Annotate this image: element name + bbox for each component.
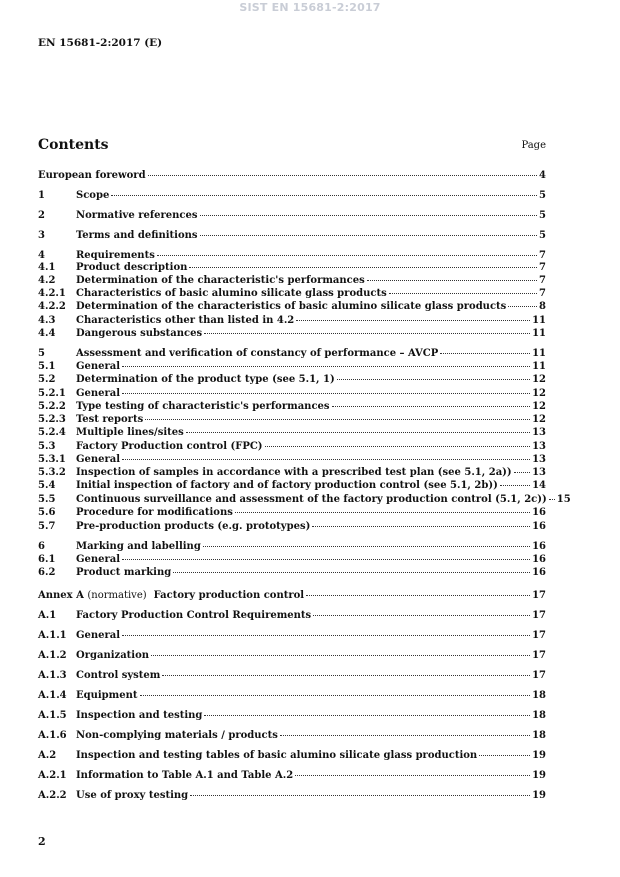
toc-leader-dots bbox=[295, 775, 530, 776]
toc-entry-page: 8 bbox=[539, 301, 546, 312]
toc-entry-title: General bbox=[76, 554, 121, 565]
toc-entry[interactable] bbox=[38, 567, 546, 580]
toc-entry-page: 17 bbox=[532, 670, 546, 681]
toc-entry[interactable] bbox=[38, 790, 546, 803]
toc-leader-dots bbox=[162, 675, 530, 676]
toc-entry-number: 5.6 bbox=[38, 507, 56, 518]
toc-entry-title: Inspection and testing bbox=[76, 710, 203, 721]
toc-leader-dots bbox=[389, 293, 537, 294]
toc-entry-number: 5.2.1 bbox=[38, 388, 66, 399]
toc-entry-number: 4.2.1 bbox=[38, 288, 66, 299]
toc-leader-dots bbox=[122, 635, 530, 636]
toc-entry-title: Determination of the product type (see 5.1, 1) bbox=[76, 374, 335, 385]
watermark: SIST EN 15681-2:2017 bbox=[239, 1, 381, 14]
toc-entry-title: Characteristics of basic alumino silicate glass products bbox=[76, 288, 387, 299]
toc-entry-number: 4.2 bbox=[38, 275, 56, 286]
toc-entry-page: 7 bbox=[539, 275, 546, 286]
toc-entry-title: Requirements bbox=[76, 250, 155, 261]
toc-entry[interactable] bbox=[38, 401, 546, 414]
toc-entry-page: 16 bbox=[532, 507, 546, 518]
toc-entry-title: General bbox=[76, 388, 121, 399]
toc-entry-page: 16 bbox=[532, 567, 546, 578]
toc-entry-number: 1 bbox=[38, 190, 45, 201]
toc-leader-dots bbox=[122, 459, 530, 460]
toc-entry-title: Scope bbox=[76, 190, 110, 201]
toc-leader-dots bbox=[204, 715, 530, 716]
toc-leader-dots bbox=[189, 267, 537, 268]
toc-entry-page: 11 bbox=[532, 315, 546, 326]
toc-leader-dots bbox=[190, 795, 530, 796]
toc-leader-dots bbox=[549, 499, 555, 500]
toc-entry[interactable] bbox=[38, 690, 546, 703]
toc-leader-dots bbox=[235, 512, 530, 513]
toc-entry-note: (normative) bbox=[87, 590, 147, 601]
toc-leader-dots bbox=[140, 695, 531, 696]
toc-entry-number: 4.1 bbox=[38, 262, 56, 273]
toc-entry-title: Product marking bbox=[76, 567, 172, 578]
toc-entry[interactable] bbox=[38, 467, 546, 480]
toc-leader-dots bbox=[151, 655, 530, 656]
toc-entry-title: Type testing of characteristic's performances bbox=[76, 401, 330, 412]
toc-entry-number: 4 bbox=[38, 250, 45, 261]
toc-leader-dots bbox=[440, 353, 530, 354]
toc-entry-title: Factory Production control (FPC) bbox=[76, 441, 263, 452]
toc-entry-number: A.2.2 bbox=[38, 790, 67, 801]
toc-entry-page: 5 bbox=[539, 210, 546, 221]
toc-entry-title: Non-complying materials / products bbox=[76, 730, 278, 741]
toc-entry[interactable] bbox=[38, 388, 546, 401]
toc-entry-page: 14 bbox=[532, 480, 546, 491]
toc-entry[interactable] bbox=[38, 750, 546, 763]
toc-entry[interactable] bbox=[38, 480, 546, 493]
toc-entry-page: 12 bbox=[532, 414, 546, 425]
toc-entry-number: 4.2.2 bbox=[38, 301, 66, 312]
toc-entry-title: Inspection and testing tables of basic alumino silicate glass production bbox=[76, 750, 478, 761]
toc-leader-dots bbox=[186, 432, 530, 433]
toc-entry[interactable] bbox=[38, 554, 546, 567]
toc-entry-number: A.1.5 bbox=[38, 710, 67, 721]
toc-entry-title: Use of proxy testing bbox=[76, 790, 189, 801]
toc-entry-title: European foreword bbox=[38, 170, 146, 181]
toc-entry-page: 16 bbox=[532, 521, 546, 532]
toc-entry[interactable] bbox=[38, 494, 571, 507]
toc-entry-title: Normative references bbox=[76, 210, 198, 221]
toc-entry-page: 19 bbox=[532, 770, 546, 781]
toc-entry-number: 4.4 bbox=[38, 328, 56, 339]
toc-entry-page: 13 bbox=[532, 467, 546, 478]
toc-leader-dots bbox=[200, 235, 538, 236]
toc-entry-page: 11 bbox=[532, 328, 546, 339]
toc-entry-page: 17 bbox=[532, 590, 546, 601]
toc-entry[interactable] bbox=[38, 770, 546, 783]
toc-leader-dots bbox=[122, 393, 530, 394]
toc-entry-title: Pre-production products (e.g. prototypes) bbox=[76, 521, 311, 532]
toc-entry[interactable] bbox=[38, 610, 546, 623]
toc-entry-page: 12 bbox=[532, 388, 546, 399]
toc-entry[interactable] bbox=[38, 730, 546, 743]
toc-entry-title: Product description bbox=[76, 262, 188, 273]
toc-entry-number: 2 bbox=[38, 210, 45, 221]
toc-entry-page: 13 bbox=[532, 427, 546, 438]
contents-heading: Contents bbox=[38, 137, 109, 153]
toc-leader-dots bbox=[500, 485, 530, 486]
toc-entry-number: 5.5 bbox=[38, 494, 56, 505]
toc-entry[interactable] bbox=[38, 414, 546, 427]
toc-entry[interactable] bbox=[38, 541, 546, 554]
toc-entry[interactable] bbox=[38, 670, 546, 683]
page-number: 2 bbox=[38, 835, 46, 848]
toc-entry-number: 5.2 bbox=[38, 374, 56, 385]
toc-leader-dots bbox=[337, 379, 530, 380]
toc-entry[interactable] bbox=[38, 454, 546, 467]
toc-entry-number: A.1.2 bbox=[38, 650, 67, 661]
toc-entry-title: Organization bbox=[76, 650, 150, 661]
toc-entry-page: 16 bbox=[532, 554, 546, 565]
page-column-label: Page bbox=[521, 140, 546, 151]
toc-entry-number: 5.4 bbox=[38, 480, 56, 491]
toc-entry-title: Control system bbox=[76, 670, 161, 681]
toc-entry-title: Multiple lines/sites bbox=[76, 427, 184, 438]
toc-entry-title-text: Factory production control bbox=[153, 590, 305, 601]
toc-entry-page: 13 bbox=[532, 441, 546, 452]
toc-entry[interactable] bbox=[38, 190, 546, 203]
toc-leader-dots bbox=[203, 546, 530, 547]
toc-entry-number: Annex A bbox=[38, 590, 84, 601]
toc-entry-page: 11 bbox=[532, 361, 546, 372]
toc-leader-dots bbox=[514, 472, 530, 473]
toc-entry-number: A.1.6 bbox=[38, 730, 67, 741]
toc-entry-number: 6 bbox=[38, 541, 45, 552]
toc-entry-title: General bbox=[76, 630, 121, 641]
toc-leader-dots bbox=[332, 406, 531, 407]
toc-entry-page: 7 bbox=[539, 250, 546, 261]
toc-entry[interactable] bbox=[38, 230, 546, 243]
toc-entry-number: 4.3 bbox=[38, 315, 56, 326]
document-id: EN 15681-2:2017 (E) bbox=[38, 37, 163, 49]
toc-entry-title: Marking and labelling bbox=[76, 541, 201, 552]
toc-entry[interactable] bbox=[38, 288, 546, 301]
toc-entry-title: General bbox=[76, 454, 121, 465]
toc-entry-title: Terms and definitions bbox=[76, 230, 198, 241]
toc-leader-dots bbox=[200, 215, 538, 216]
toc-entry-number: 3 bbox=[38, 230, 45, 241]
toc-entry[interactable] bbox=[38, 590, 546, 603]
toc-entry-number: 5.2.2 bbox=[38, 401, 66, 412]
toc-entry-title: Equipment bbox=[76, 690, 138, 701]
toc-leader-dots bbox=[280, 735, 530, 736]
toc-entry[interactable] bbox=[38, 374, 546, 387]
toc-entry[interactable] bbox=[38, 441, 546, 454]
toc-entry-page: 13 bbox=[532, 454, 546, 465]
toc-entry-title: Procedure for modifications bbox=[76, 507, 233, 518]
toc-entry-page: 18 bbox=[532, 710, 546, 721]
toc-entry-title: Characteristics other than listed in 4.2 bbox=[76, 315, 295, 326]
toc-entry-page: 7 bbox=[539, 288, 546, 299]
toc-entry-number: A.2.1 bbox=[38, 770, 67, 781]
toc-entry-page: 17 bbox=[532, 650, 546, 661]
toc-leader-dots bbox=[148, 175, 537, 176]
toc-entry-number: 5.2.3 bbox=[38, 414, 66, 425]
toc-leader-dots bbox=[508, 306, 537, 307]
toc-entry-title: Dangerous substances bbox=[76, 328, 203, 339]
toc-entry-title: Factory Production Control Requirements bbox=[76, 610, 312, 621]
toc-entry[interactable] bbox=[38, 630, 546, 643]
toc-entry-number: A.1 bbox=[38, 610, 57, 621]
toc-entry[interactable] bbox=[38, 275, 546, 288]
toc-entry-title: Continuous surveillance and assessment of the factory production control (5.1, 2c)) bbox=[76, 494, 547, 505]
toc-entry-number: A.2 bbox=[38, 750, 57, 761]
toc-entry[interactable] bbox=[38, 210, 546, 223]
toc-entry-title: Information to Table A.1 and Table A.2 bbox=[76, 770, 294, 781]
toc-entry-title: Initial inspection of factory and of factory production control (see 5.1, 2b)) bbox=[76, 480, 498, 491]
toc-entry[interactable] bbox=[38, 262, 546, 275]
toc-leader-dots bbox=[122, 366, 530, 367]
toc-entry-number: 5.7 bbox=[38, 521, 56, 532]
toc-leader-dots bbox=[265, 446, 531, 447]
toc-entry-number: 5.1 bbox=[38, 361, 56, 372]
toc-entry-page: 7 bbox=[539, 262, 546, 273]
toc-entry-page: 19 bbox=[532, 750, 546, 761]
toc-entry[interactable] bbox=[38, 361, 546, 374]
toc-leader-dots bbox=[367, 280, 537, 281]
toc-entry-title: General bbox=[76, 361, 121, 372]
toc-entry-number: 5.3.2 bbox=[38, 467, 66, 478]
toc-entry[interactable] bbox=[38, 507, 546, 520]
toc-entry-number: A.1.1 bbox=[38, 630, 67, 641]
toc-leader-dots bbox=[312, 526, 530, 527]
toc-leader-dots bbox=[313, 615, 530, 616]
toc-entry-page: 16 bbox=[532, 541, 546, 552]
toc-entry-page: 12 bbox=[532, 401, 546, 412]
toc-leader-dots bbox=[145, 419, 530, 420]
toc-leader-dots bbox=[173, 572, 530, 573]
toc-entry-page: 17 bbox=[532, 630, 546, 641]
toc-entry-page: 19 bbox=[532, 790, 546, 801]
toc-entry[interactable] bbox=[38, 521, 546, 534]
toc-entry-page: 5 bbox=[539, 190, 546, 201]
toc-entry-page: 11 bbox=[532, 348, 546, 359]
toc-entry[interactable] bbox=[38, 348, 546, 361]
toc-entry-number: 5.2.4 bbox=[38, 427, 66, 438]
toc-entry-page: 18 bbox=[532, 730, 546, 741]
toc-leader-dots bbox=[296, 320, 530, 321]
toc-entry[interactable] bbox=[38, 427, 546, 440]
toc-entry-number: 5.3.1 bbox=[38, 454, 66, 465]
toc-entry-title: Inspection of samples in accordance with a prescribed test plan (see 5.1, 2a)) bbox=[76, 467, 512, 478]
toc-entry-page: 17 bbox=[532, 610, 546, 621]
toc-entry[interactable] bbox=[38, 328, 546, 341]
toc-entry-page: 18 bbox=[532, 690, 546, 701]
toc-entry-number: 5 bbox=[38, 348, 45, 359]
toc-entry-title: Determination of the characteristics of basic alumino silicate glass products bbox=[76, 301, 507, 312]
toc-entry-number: A.1.3 bbox=[38, 670, 67, 681]
toc-entry-number: 6.1 bbox=[38, 554, 56, 565]
toc-entry-page: 5 bbox=[539, 230, 546, 241]
toc-leader-dots bbox=[122, 559, 530, 560]
toc-entry[interactable] bbox=[38, 170, 546, 183]
toc-entry-page: 15 bbox=[556, 494, 571, 505]
toc-entry-page: 4 bbox=[539, 170, 546, 181]
toc-entry[interactable] bbox=[38, 650, 546, 663]
toc-leader-dots bbox=[204, 333, 530, 334]
toc-entry-title: Assessment and verification of constancy of performance – AVCP bbox=[76, 348, 439, 359]
toc-entry-title bbox=[38, 590, 304, 601]
toc-entry[interactable] bbox=[38, 301, 546, 314]
toc-entry-number: 5.3 bbox=[38, 441, 56, 452]
toc-leader-dots bbox=[111, 195, 537, 196]
toc-leader-dots bbox=[306, 595, 530, 596]
toc-entry[interactable] bbox=[38, 710, 546, 723]
toc-entry-page: 12 bbox=[532, 374, 546, 385]
toc-leader-dots bbox=[479, 755, 530, 756]
toc-entry-number: 6.2 bbox=[38, 567, 56, 578]
toc-entry-number: A.1.4 bbox=[38, 690, 67, 701]
toc-entry-title: Determination of the characteristic's performances bbox=[76, 275, 365, 286]
toc-entry-title: Test reports bbox=[76, 414, 144, 425]
toc-entry[interactable] bbox=[38, 315, 546, 328]
toc-leader-dots bbox=[157, 255, 537, 256]
